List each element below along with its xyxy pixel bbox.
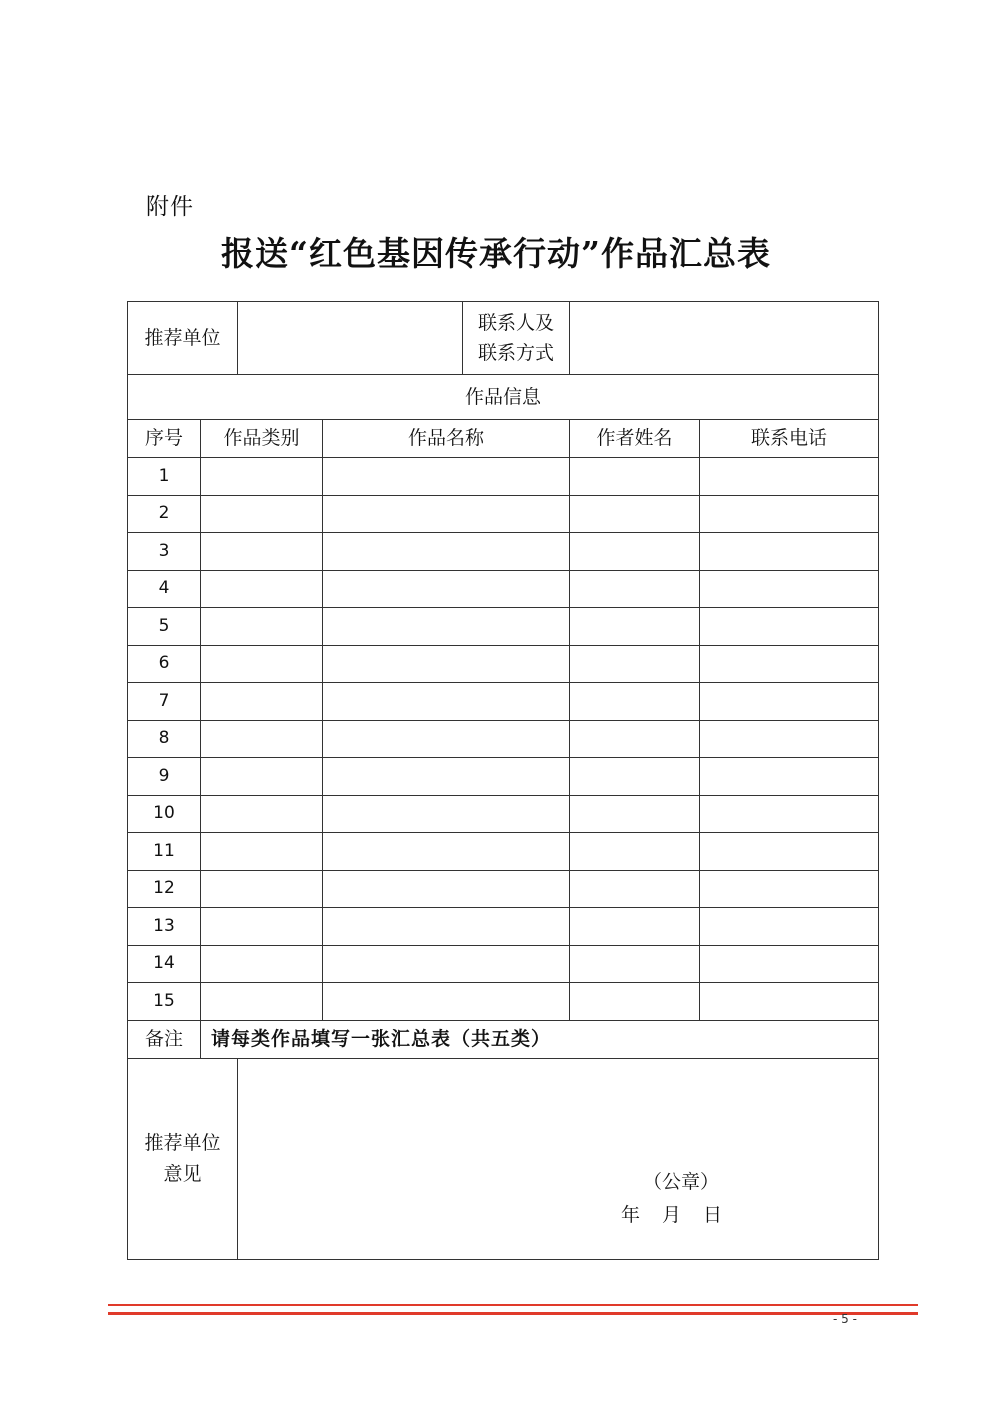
entry-rows bbox=[128, 458, 879, 1021]
phone-cell[interactable] bbox=[700, 833, 879, 871]
title-cell[interactable] bbox=[323, 870, 570, 908]
author-cell[interactable] bbox=[570, 608, 700, 646]
title-cell[interactable] bbox=[323, 908, 570, 946]
author-cell[interactable] bbox=[570, 533, 700, 571]
author-cell[interactable] bbox=[570, 945, 700, 983]
page-title bbox=[0, 228, 1000, 275]
recommend-unit-field[interactable] bbox=[238, 302, 463, 375]
row-index: 13 bbox=[128, 908, 201, 946]
table-row bbox=[128, 833, 879, 871]
page-title-text: 报送“红色基因传承行动”作品汇总表 bbox=[221, 234, 771, 273]
row-index: 9 bbox=[128, 758, 201, 796]
opinion-label-line1: 推荐单位 bbox=[144, 1132, 221, 1155]
category-cell[interactable] bbox=[201, 533, 323, 571]
row-index: 2 bbox=[128, 495, 201, 533]
row-index: 11 bbox=[128, 833, 201, 871]
row-index: 5 bbox=[128, 608, 201, 646]
note-row bbox=[128, 1020, 879, 1058]
contact-field[interactable] bbox=[570, 302, 879, 375]
table-row bbox=[128, 758, 879, 796]
author-cell[interactable] bbox=[570, 870, 700, 908]
row-index: 12 bbox=[128, 870, 201, 908]
phone-cell[interactable] bbox=[700, 795, 879, 833]
phone-cell[interactable] bbox=[700, 908, 879, 946]
phone-cell[interactable] bbox=[700, 495, 879, 533]
contact-label bbox=[463, 302, 570, 375]
table-row bbox=[128, 908, 879, 946]
opinion-box bbox=[238, 1059, 878, 1259]
phone-cell[interactable] bbox=[700, 720, 879, 758]
recommend-unit-row bbox=[128, 302, 879, 375]
works-info-row bbox=[128, 375, 879, 420]
title-cell[interactable] bbox=[323, 683, 570, 721]
note-text: 请每类作品填写一张汇总表（共五类） bbox=[201, 1020, 879, 1058]
phone-cell[interactable] bbox=[700, 945, 879, 983]
row-index: 3 bbox=[128, 533, 201, 571]
table-row bbox=[128, 533, 879, 571]
category-cell[interactable] bbox=[201, 608, 323, 646]
recommend-unit-label: 推荐单位 bbox=[128, 302, 238, 375]
row-index: 1 bbox=[128, 458, 201, 496]
category-cell[interactable] bbox=[201, 795, 323, 833]
phone-cell[interactable] bbox=[700, 570, 879, 608]
category-cell[interactable] bbox=[201, 870, 323, 908]
phone-cell[interactable] bbox=[700, 683, 879, 721]
date-day: 日 bbox=[703, 1203, 723, 1226]
opinion-field[interactable] bbox=[238, 1058, 879, 1259]
author-cell[interactable] bbox=[570, 458, 700, 496]
row-index: 6 bbox=[128, 645, 201, 683]
row-index: 15 bbox=[128, 983, 201, 1021]
title-cell[interactable] bbox=[323, 758, 570, 796]
works-info-heading: 作品信息 bbox=[128, 375, 879, 420]
category-cell[interactable] bbox=[201, 833, 323, 871]
attachment-label: 附件 bbox=[146, 194, 194, 220]
table-row bbox=[128, 458, 879, 496]
author-cell[interactable] bbox=[570, 645, 700, 683]
phone-cell[interactable] bbox=[700, 645, 879, 683]
seal-label: （公章） bbox=[643, 1170, 720, 1193]
col-header-title: 作品名称 bbox=[323, 420, 570, 458]
page-number: - 5 - bbox=[833, 1312, 857, 1326]
column-header-row bbox=[128, 420, 879, 458]
col-header-category: 作品类别 bbox=[201, 420, 323, 458]
phone-cell[interactable] bbox=[700, 533, 879, 571]
footer-rule-thin bbox=[108, 1304, 918, 1306]
title-cell[interactable] bbox=[323, 570, 570, 608]
col-header-author: 作者姓名 bbox=[570, 420, 700, 458]
contact-label-line2: 联系方式 bbox=[478, 342, 555, 364]
author-cell[interactable] bbox=[570, 908, 700, 946]
title-cell[interactable] bbox=[323, 533, 570, 571]
col-header-index: 序号 bbox=[128, 420, 201, 458]
author-cell[interactable] bbox=[570, 795, 700, 833]
opinion-row bbox=[128, 1058, 879, 1259]
title-cell[interactable] bbox=[323, 495, 570, 533]
note-label: 备注 bbox=[128, 1020, 201, 1058]
title-cell[interactable] bbox=[323, 983, 570, 1021]
category-cell[interactable] bbox=[201, 720, 323, 758]
table-row bbox=[128, 570, 879, 608]
row-index: 7 bbox=[128, 683, 201, 721]
table-row bbox=[128, 795, 879, 833]
category-cell[interactable] bbox=[201, 495, 323, 533]
table-row bbox=[128, 683, 879, 721]
title-cell[interactable] bbox=[323, 720, 570, 758]
col-header-phone: 联系电话 bbox=[700, 420, 879, 458]
category-cell[interactable] bbox=[201, 908, 323, 946]
title-cell[interactable] bbox=[323, 645, 570, 683]
author-cell[interactable] bbox=[570, 495, 700, 533]
category-cell[interactable] bbox=[201, 458, 323, 496]
row-index: 14 bbox=[128, 945, 201, 983]
category-cell[interactable] bbox=[201, 683, 323, 721]
title-cell[interactable] bbox=[323, 608, 570, 646]
table-row bbox=[128, 645, 879, 683]
phone-cell[interactable] bbox=[700, 458, 879, 496]
row-index: 10 bbox=[128, 795, 201, 833]
category-cell[interactable] bbox=[201, 983, 323, 1021]
category-cell[interactable] bbox=[201, 758, 323, 796]
title-cell[interactable] bbox=[323, 795, 570, 833]
table-row bbox=[128, 945, 879, 983]
author-cell[interactable] bbox=[570, 720, 700, 758]
author-cell[interactable] bbox=[570, 683, 700, 721]
contact-label-line1: 联系人及 bbox=[478, 311, 555, 334]
title-cell[interactable] bbox=[323, 945, 570, 983]
table-row bbox=[128, 983, 879, 1021]
author-cell[interactable] bbox=[570, 570, 700, 608]
category-cell[interactable] bbox=[201, 945, 323, 983]
category-cell[interactable] bbox=[201, 570, 323, 608]
phone-cell[interactable] bbox=[700, 758, 879, 796]
author-cell[interactable] bbox=[570, 983, 700, 1021]
phone-cell[interactable] bbox=[700, 983, 879, 1021]
date-month: 月 bbox=[662, 1203, 682, 1226]
table-row bbox=[128, 608, 879, 646]
opinion-label bbox=[128, 1058, 238, 1259]
table-row bbox=[128, 495, 879, 533]
table-row bbox=[128, 870, 879, 908]
author-cell[interactable] bbox=[570, 833, 700, 871]
title-cell[interactable] bbox=[323, 833, 570, 871]
table-row bbox=[128, 720, 879, 758]
footer-rule-thick bbox=[108, 1312, 918, 1315]
date-year: 年 bbox=[621, 1203, 641, 1226]
author-cell[interactable] bbox=[570, 758, 700, 796]
row-index: 4 bbox=[128, 570, 201, 608]
opinion-label-line2: 意见 bbox=[163, 1162, 202, 1185]
summary-form-table bbox=[127, 301, 879, 1260]
date-line bbox=[621, 1200, 744, 1230]
phone-cell[interactable] bbox=[700, 608, 879, 646]
title-cell[interactable] bbox=[323, 458, 570, 496]
row-index: 8 bbox=[128, 720, 201, 758]
category-cell[interactable] bbox=[201, 645, 323, 683]
phone-cell[interactable] bbox=[700, 870, 879, 908]
